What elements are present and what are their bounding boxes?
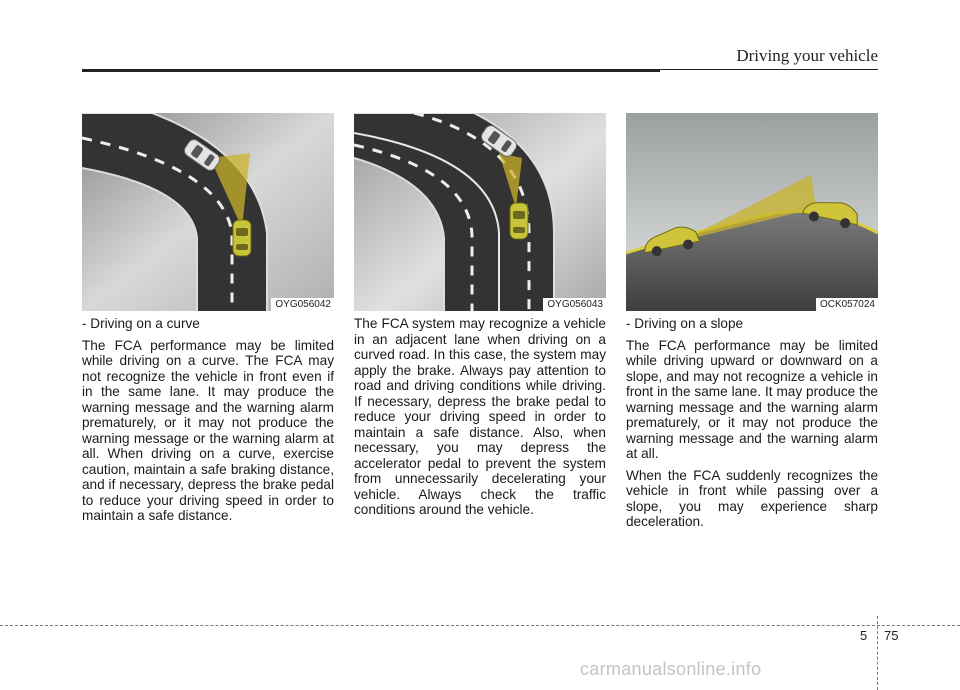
footer-rule [0, 625, 960, 626]
adjacent-lane-illustration [354, 113, 606, 311]
figure-slope [626, 113, 878, 311]
column-left [82, 316, 334, 530]
column-right [626, 316, 878, 536]
watermark: carmanualsonline.info [580, 659, 762, 679]
page-number-divider [877, 616, 878, 690]
paragraph-slope-2: When the FCA suddenly recognizes the vehicle in front while passing over a slope, you may experience sharp deceleration. [626, 467, 878, 529]
curve-road-illustration [82, 113, 334, 311]
subheading-curve: - Driving on a curve [82, 316, 200, 331]
paragraph-adjacent-lane: The FCA system may recognize a vehicle in an adjacent lane when driving on a curved road. In this case, the system may apply the brake. Always pay attention to road and driving conditions while driving. If necessary, depress the brake pedal to reduce your driving speed in order to maintain a safe distance. Also, when necessary, you may depress the accelerator pedal to prevent the system from unnecessarily decelerating your vehicle. Always check the traffic conditions around the vehicle. [354, 316, 606, 517]
header-rule-thin [658, 69, 878, 70]
paragraph-curve: The FCA performance may be limited while driving on a curve. The FCA may not recognize the vehicle in front even if in the same lane. It may produce the warning message and the warning alarm prematurely, or it may not produce the warning message or the warning alarm at all. When driving on a curve, exercise caution, maintain a safe braking distance, and if necessary, depress the brake pedal to reduce your driving speed in order to maintain a safe distance. [82, 337, 334, 523]
figure-code: OYG056042 [271, 298, 334, 311]
column-middle [354, 316, 606, 524]
figure-code: OYG056043 [543, 298, 606, 311]
page-number: 75 [884, 628, 899, 643]
figure-code: OCK057024 [816, 298, 878, 311]
figure-adjacent-lane [354, 113, 606, 311]
paragraph-slope-1: The FCA performance may be limited while driving upward or downward on a slope, and may not recognize a vehicle in front in the same lane. It may produce the warning message and the warning alarm prematurely, or it may not produce the warning message and the warning alarm at all. [626, 337, 878, 461]
figure-curve [82, 113, 334, 311]
subheading-slope: - Driving on a slope [626, 316, 744, 331]
section-title: Driving your vehicle [736, 46, 878, 65]
slope-illustration [626, 113, 878, 311]
chapter-number: 5 [860, 628, 868, 643]
header-rule [82, 69, 660, 72]
